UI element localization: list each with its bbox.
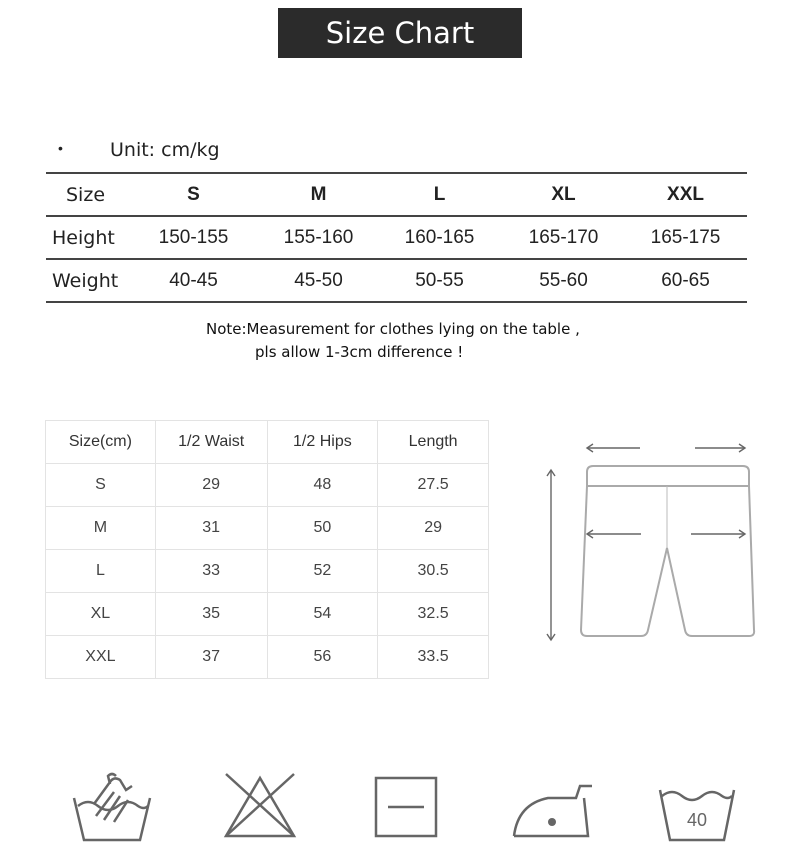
table-row — [46, 593, 489, 636]
table-header-row — [46, 421, 489, 464]
header-size: Size — [66, 183, 106, 206]
table-cell: 160-165 — [404, 226, 475, 248]
table-cell: 29 — [155, 464, 267, 507]
measurement-table — [45, 420, 489, 679]
table-cell: 150-155 — [158, 226, 229, 248]
tumble-dry-icon — [374, 776, 438, 838]
table-cell: 32.5 — [378, 593, 489, 636]
note-line-2: pls allow 1-3cm difference ! — [255, 343, 464, 361]
table-cell: 60-65 — [661, 269, 710, 291]
body-size-table — [46, 172, 747, 303]
table-cell: 55-60 — [539, 269, 588, 291]
header-half-waist: 1/2 Waist — [155, 421, 267, 464]
table-cell: 45-50 — [294, 269, 343, 291]
table-cell: 52 — [267, 550, 378, 593]
table-cell: 33.5 — [378, 636, 489, 679]
table-cell: XL — [46, 593, 156, 636]
table-row — [46, 464, 489, 507]
table-row — [46, 216, 747, 259]
table-cell: 31 — [155, 507, 267, 550]
table-row — [46, 507, 489, 550]
header-size-cm: Size(cm) — [46, 421, 156, 464]
iron-icon — [508, 782, 596, 840]
row-label-weight: Weight — [52, 269, 119, 292]
unit-bullet: • — [58, 140, 63, 156]
header-length: Length — [378, 421, 489, 464]
header-m: M — [310, 183, 327, 205]
header-half-hips: 1/2 Hips — [267, 421, 378, 464]
table-cell: M — [46, 507, 156, 550]
table-cell: 50-55 — [415, 269, 464, 291]
table-cell: 155-160 — [283, 226, 354, 248]
note-line-1: Note:Measurement for clothes lying on the table , — [206, 320, 580, 338]
table-cell: 40-45 — [169, 269, 218, 291]
do-not-bleach-icon — [222, 770, 298, 840]
table-row — [46, 636, 489, 679]
table-cell: 27.5 — [378, 464, 489, 507]
shorts-diagram-icon — [535, 438, 760, 648]
table-cell: 29 — [378, 507, 489, 550]
table-cell: 35 — [155, 593, 267, 636]
wash-40-icon — [656, 782, 738, 844]
table-row — [46, 550, 489, 593]
table-cell: 30.5 — [378, 550, 489, 593]
header-s: S — [187, 183, 200, 205]
table-cell: XXL — [46, 636, 156, 679]
table-cell: L — [46, 550, 156, 593]
header-l: L — [433, 183, 446, 205]
table-row — [46, 259, 747, 302]
page-title: Size Chart — [278, 8, 522, 58]
table-cell: 37 — [155, 636, 267, 679]
table-cell: 50 — [267, 507, 378, 550]
table-cell: S — [46, 464, 156, 507]
table-cell: 165-175 — [650, 226, 721, 248]
table-cell: 54 — [267, 593, 378, 636]
table-cell: 33 — [155, 550, 267, 593]
wash-temperature: 40 — [686, 810, 708, 830]
row-label-height: Height — [52, 226, 115, 249]
unit-label: Unit: cm/kg — [110, 139, 220, 161]
table-cell: 56 — [267, 636, 378, 679]
table-cell: 165-170 — [528, 226, 599, 248]
header-xl: XL — [551, 183, 576, 205]
hand-wash-icon — [70, 770, 154, 844]
table-header-row — [46, 173, 747, 216]
table-cell: 48 — [267, 464, 378, 507]
header-xxl: XXL — [667, 183, 704, 205]
